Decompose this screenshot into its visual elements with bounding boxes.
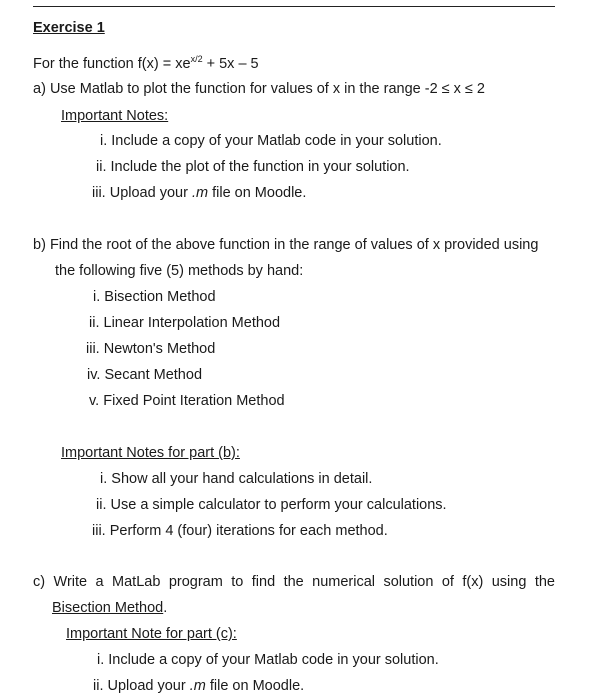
method-number: ii. [89, 315, 100, 331]
method-number: i. [93, 289, 101, 305]
method-text: Linear Interpolation Method [103, 315, 281, 331]
method-item [89, 314, 280, 332]
part-a-note [96, 158, 410, 176]
note-number: iii. [92, 523, 106, 539]
part-a-text: Use Matlab to plot the function for values of x in the range -2 ≤ x ≤ 2 [49, 81, 485, 97]
part-a-note [92, 184, 306, 202]
method-number: iv. [87, 367, 101, 383]
note-text: Include a copy of your Matlab code in your solution. [111, 133, 442, 149]
function-prefix: For the function f(x) = xe [33, 56, 191, 72]
method-number: iii. [86, 341, 100, 357]
note-text: file on Moodle. [208, 185, 307, 201]
note-text: file on Moodle. [205, 678, 305, 694]
part-c-question-line2 [52, 599, 167, 617]
note-number: i. [100, 471, 108, 487]
part-b-text: Find the root of the above function in the range of values of x provided using [49, 237, 539, 253]
note-number: i. [97, 652, 105, 668]
note-number: iii. [92, 185, 106, 201]
part-b-notes-heading: Important Notes for part (b): [61, 445, 240, 461]
file-extension: .m [191, 185, 209, 201]
bisection-method-link-text: Bisection Method [52, 600, 164, 616]
part-b-label: b) [33, 237, 46, 253]
function-definition [33, 55, 259, 73]
method-number: v. [89, 393, 100, 409]
part-b-question-line2: the following five (5) methods by hand: [55, 263, 304, 279]
note-text: Perform 4 (four) iterations for each method. [109, 523, 388, 539]
sentence-end: . [163, 600, 168, 616]
note-number: ii. [96, 497, 107, 513]
file-extension: .m [189, 678, 206, 694]
part-b-note [92, 522, 388, 540]
part-a-question [33, 80, 485, 98]
part-c-notes-heading: Important Note for part (c): [66, 626, 237, 642]
note-number: ii. [93, 678, 104, 694]
top-rule [33, 6, 555, 7]
part-b-note [96, 496, 447, 514]
part-c-text: Write a MatLab program to find the numerical solution of f(x) using the [53, 574, 555, 590]
method-item [86, 340, 215, 358]
exercise-title: Exercise 1 [33, 20, 105, 36]
part-c-question-line1 [33, 573, 555, 591]
note-text: Use a simple calculator to perform your calculations. [110, 497, 447, 513]
part-c-note [97, 651, 439, 669]
method-item [87, 366, 202, 384]
function-suffix: + 5x – 5 [202, 56, 259, 72]
part-a-label: a) [33, 81, 46, 97]
method-text: Fixed Point Iteration Method [103, 393, 285, 409]
function-exponent: x/2 [190, 54, 203, 64]
note-text: Upload your [107, 678, 190, 694]
method-text: Secant Method [104, 367, 203, 383]
method-text: Newton's Method [103, 341, 216, 357]
part-b-note [100, 470, 372, 488]
note-text: Show all your hand calculations in detail. [111, 471, 373, 487]
method-item [89, 392, 285, 410]
note-text: Upload your [109, 185, 192, 201]
note-text: Include the plot of the function in your solution. [110, 159, 410, 175]
note-number: ii. [96, 159, 107, 175]
part-c-note [93, 677, 304, 695]
note-number: i. [100, 133, 108, 149]
method-text: Bisection Method [104, 289, 216, 305]
part-a-notes-heading: Important Notes: [61, 108, 169, 124]
note-text: Include a copy of your Matlab code in your solution. [108, 652, 439, 668]
method-item [93, 288, 216, 306]
part-b-question-line1 [33, 236, 538, 254]
part-c-label: c) [33, 574, 46, 590]
part-a-note [100, 132, 442, 150]
